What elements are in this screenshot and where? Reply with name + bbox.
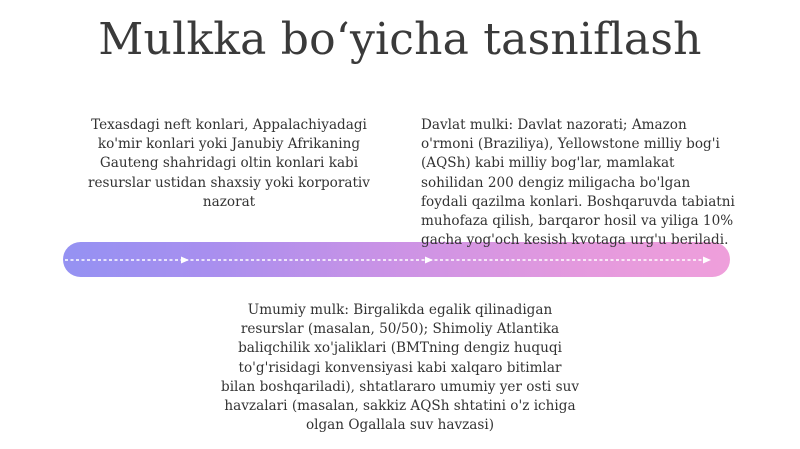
page-title: Mulkka bo‘yicha tasniflash <box>98 14 702 65</box>
state-property-text: Davlat mulki: Davlat nazorati; Amazon o'rmoni (Braziliya), Yellowstone milliy bog'i (AQSh) kabi milliy bog'lar, mamlakat sohilidan 200 dengiz miligacha bo'lgan foydali qazilma konlari. Boshqaruvda tabiatni muhofaza qilish, barqaror hosil va yiliga 10% gacha yog'och kesish kvotaga urg'u beriladi. <box>421 117 735 249</box>
arrow-head-1 <box>181 257 189 264</box>
arrow-head-2 <box>425 257 433 264</box>
private-property-text: Texasdagi neft konlari, Appalachiyadagi ko'mir konlari yoki Janubiy Afrikaning Gauteng shahridagi oltin konlari kabi resurslar ustidan shaxsiy yoki korporativ nazorat <box>88 117 370 210</box>
common-property-text: Umumiy mulk: Birgalikda egalik qilinadigan resurslar (masalan, 50/50); Shimoliy Atlantika baliqchilik xo'jaliklari (BMTning dengiz huquqi to'g'risidagi konvensiyasi kabi xalqaro bitimlar bilan boshqariladi), shtatlararo umumiy yer osti suv havzalari (masalan, sakkiz AQSh shtatini o'z ichiga olgan Ogallala suv havzasi) <box>221 302 579 434</box>
arrow-head-3 <box>703 257 711 264</box>
